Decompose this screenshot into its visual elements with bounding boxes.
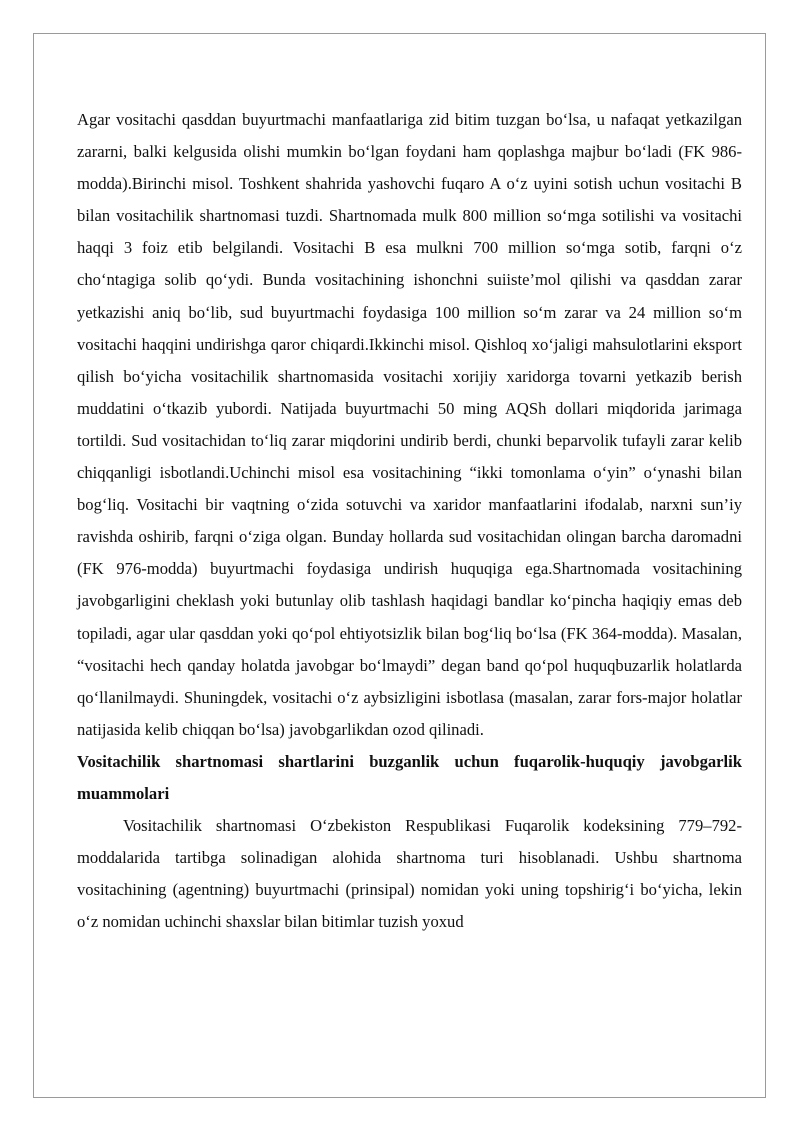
- document-body: [77, 104, 742, 938]
- body-paragraph: Agar vositachi qasddan buyurtmachi manfaatlariga zid bitim tuzgan bo‘lsa, u nafaqat yetkazilgan zararni, balki kelgusida olishi mumkin bo‘lgan foydani ham qoplashga majbur bo‘ladi (FK 986-modda).Birinchi misol. Toshkent shahrida yashovchi fuqaro A o‘z uyini sotish uchun vositachi B bilan vositachilik shartnomasi tuzdi. Shartnomada mulk 800 million so‘mga sotilishi va vositachi haqqi 3 foiz etib belgilandi. Vositachi B esa mulkni 700 million so‘mga sotib, farqni o‘z cho‘ntagiga solib qo‘ydi. Bunda vositachining ishonchni suiiste’mol qilishi va qasddan zarar yetkazishi aniq bo‘lib, sud buyurtmachi foydasiga 100 million so‘m zarar va 24 million so‘m vositachi haqqini undirishga qaror chiqardi.Ikkinchi misol. Qishloq xo‘jaligi mahsulotlarini eksport qilish bo‘yicha vositachilik shartnomasida vositachi xorijiy xaridorga tovarni yetkazib berish muddatini o‘tkazib yubordi. Natijada buyurtmachi 50 ming AQSh dollari miqdorida jarimaga tortildi. Sud vositachidan to‘liq zarar miqdorini undirib berdi, chunki beparvolik tufayli zarar kelib chiqqanligi isbotlandi.Uchinchi misol esa vositachining “ikki tomonlama o‘yin” o‘ynashi bilan bog‘liq. Vositachi bir vaqtning o‘zida sotuvchi va xaridor manfaatlarini ifodalab, narxni sun’iy ravishda oshirib, farqni o‘ziga olgan. Bunday hollarda sud vositachidan olingan barcha daromadni (FK 976-modda) buyurtmachi foydasiga undirish huquqiga ega.Shartnomada vositachining javobgarligini cheklash yoki butunlay olib tashlash haqidagi bandlar ko‘pincha haqiqiy emas deb topiladi, agar ular qasddan yoki qo‘pol ehtiyotsizlik bilan bog‘liq bo‘lsa (FK 364-modda). Masalan, “vositachi hech qanday holatda javobgar bo‘lmaydi” degan band qo‘pol huquqbuzarlik holatlarda qo‘llanilmaydi. Shuningdek, vositachi o‘z aybsizligini isbotlasa (masalan, zarar fors-major holatlar natijasida kelib chiqqan bo‘lsa) javobgarlikdan ozod qilinadi.: [77, 110, 742, 739]
- body-paragraph-after-heading: Vositachilik shartnomasi O‘zbekiston Respublikasi Fuqarolik kodeksining 779–792-moddalarida tartibga solinadigan alohida shartnoma turi hisoblanadi. Ushbu shartnoma vositachining (agentning) buyurtmachi (prinsipal) nomidan yoki uning topshirig‘i bo‘yicha, lekin o‘z nomidan uchinchi shaxslar bilan bitimlar tuzish yoxud: [77, 816, 742, 932]
- section-heading: Vositachilik shartnomasi shartlarini buzganlik uchun fuqarolik-huquqiy javobgarlik muammolari: [77, 751, 742, 803]
